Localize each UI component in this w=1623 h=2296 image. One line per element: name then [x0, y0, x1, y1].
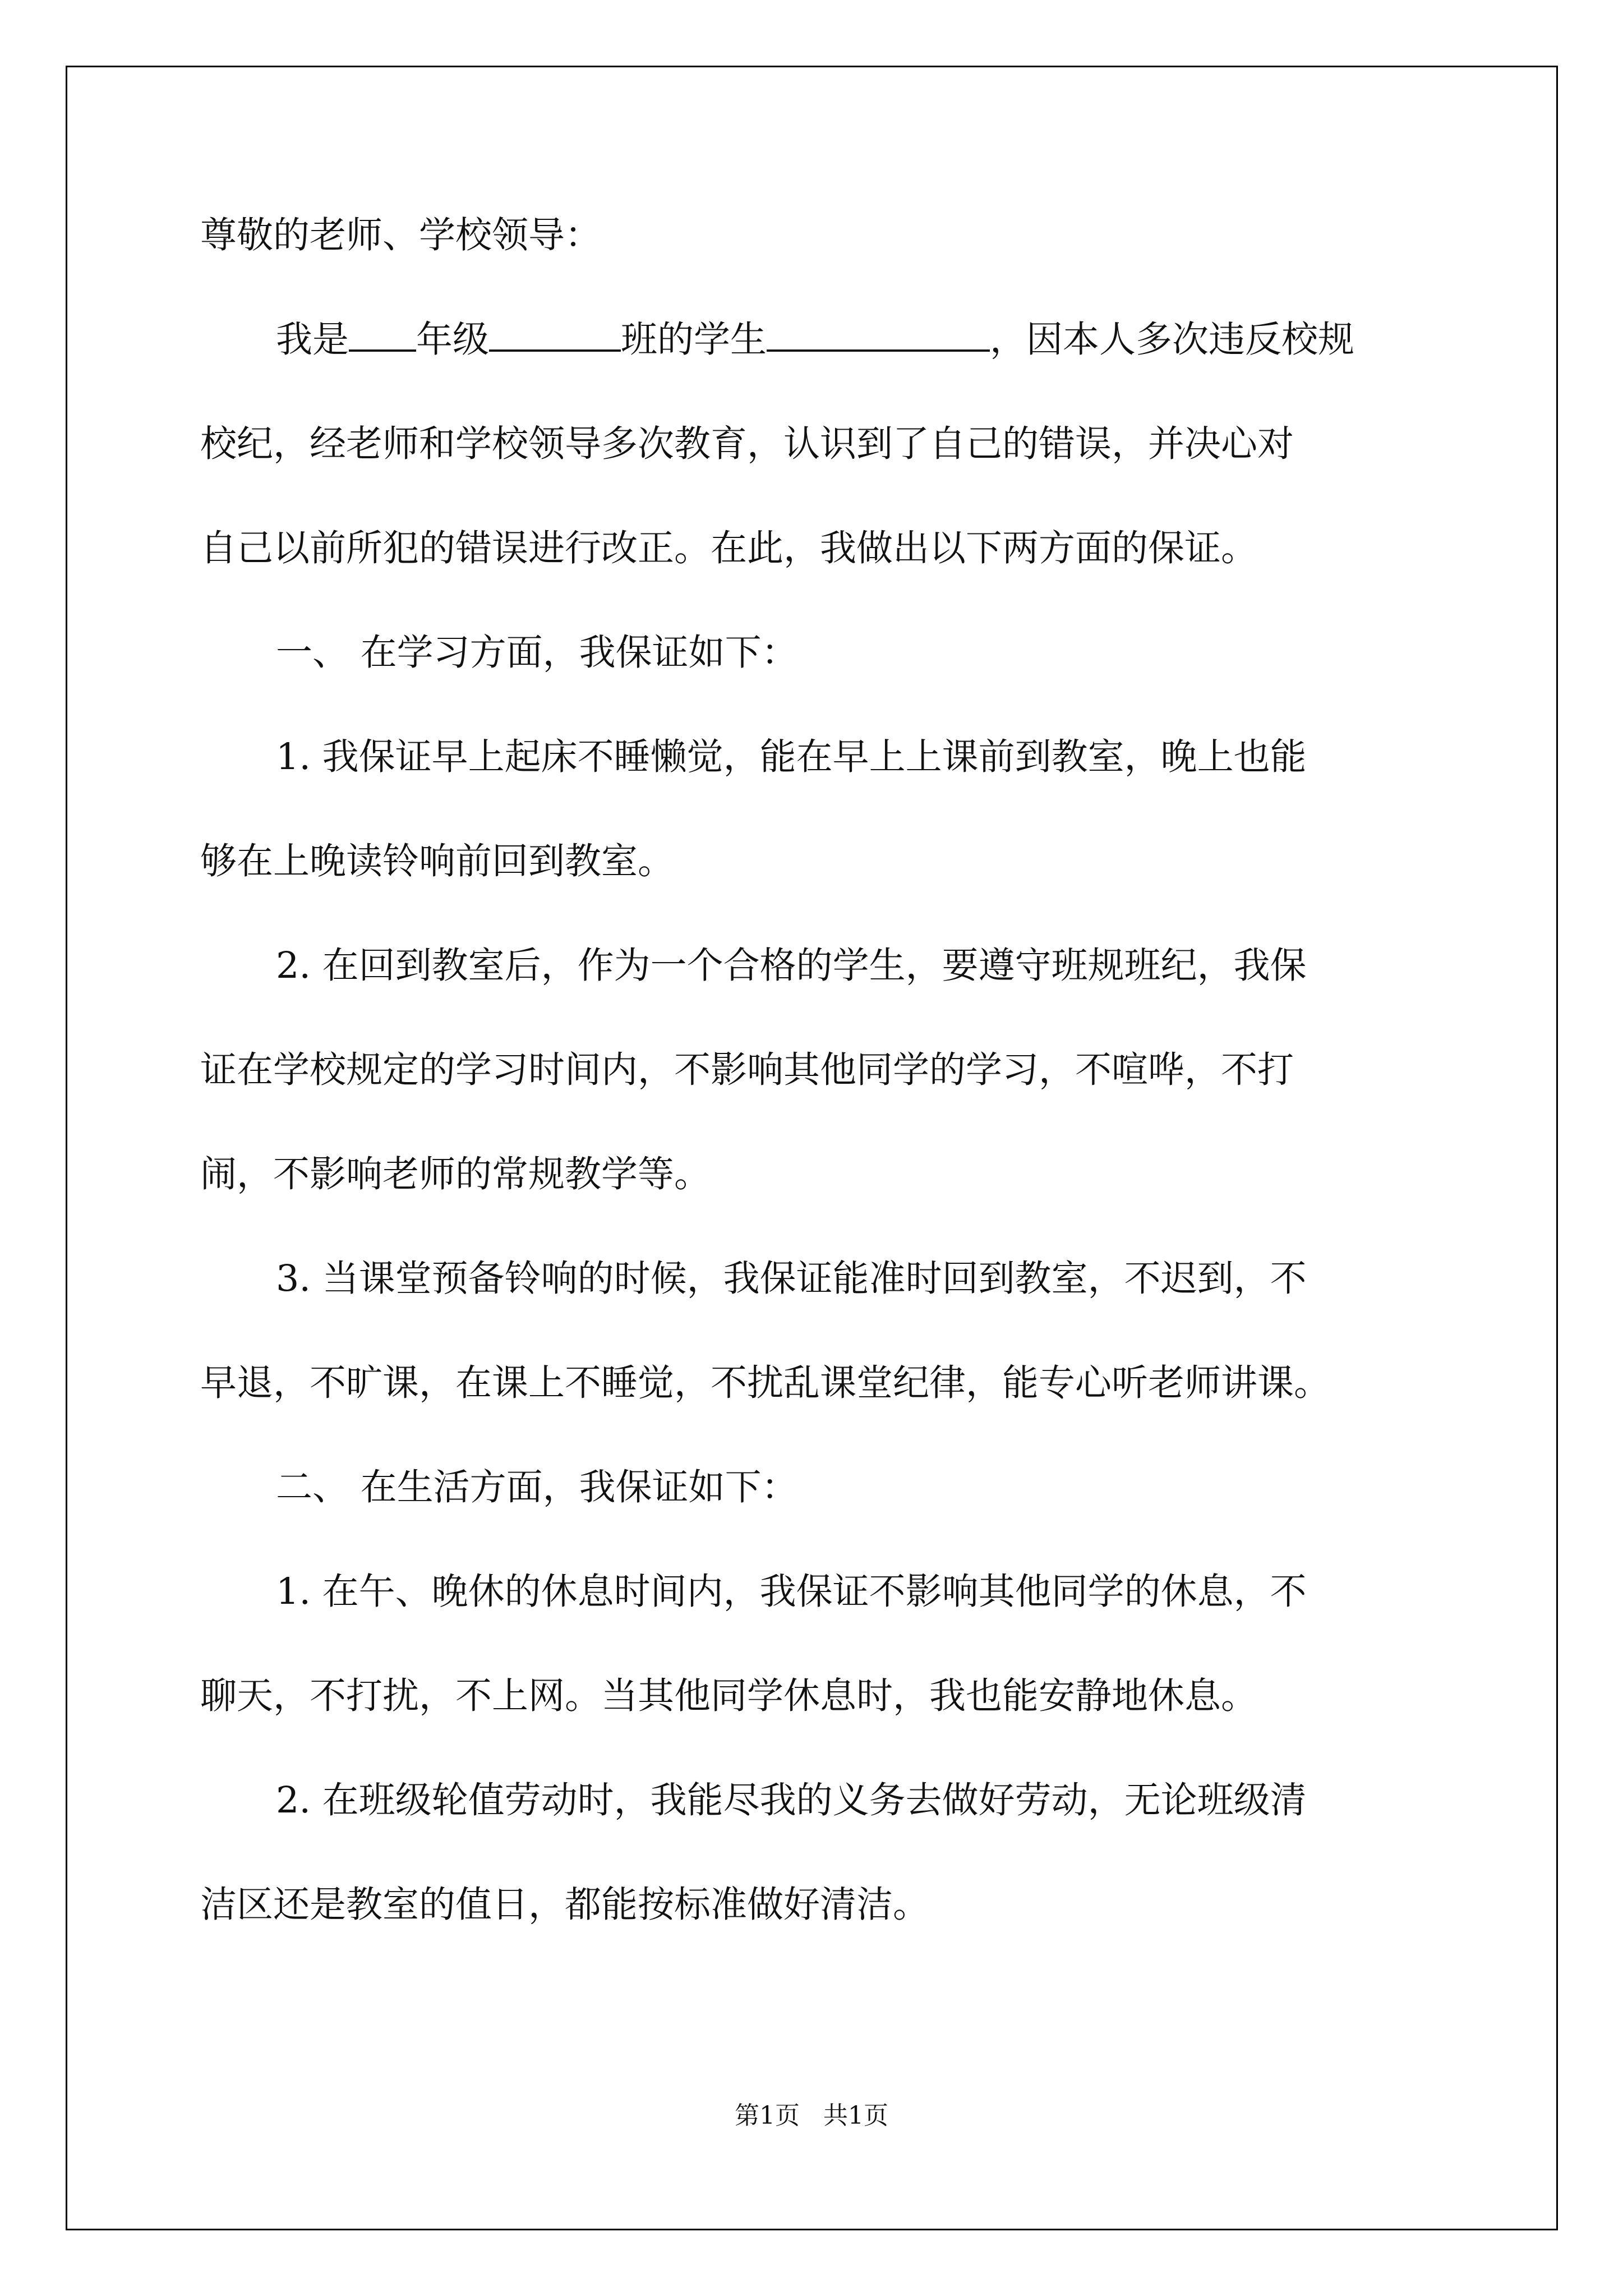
section-2-item-2-line-2: 洁区还是教室的值日，都能按标准做好清洁。 [200, 1884, 930, 1926]
section-1-item-1-line-2: 够在上晚读铃响前回到教室。 [200, 840, 675, 882]
salutation: 尊敬的老师、学校领导： [200, 214, 602, 256]
section-1-heading: 一、 在学习方面，我保证如下： [276, 632, 798, 674]
grade-blank[interactable] [349, 315, 416, 352]
intro-text-3: 班的学生 [621, 319, 767, 361]
student-name-blank[interactable] [767, 315, 990, 352]
section-1-item-2-line-1: 2. 在回到教室后，作为一个合格的学生，要遵守班规班纪，我保 [276, 945, 1307, 987]
section-2-item-1-line-2: 聊天，不打扰，不上网。当其他同学休息时，我也能安静地休息。 [200, 1675, 1258, 1717]
section-1-item-3-line-2: 早退，不旷课，在课上不睡觉，不扰乱课堂纪律，能专心听老师讲课。 [200, 1362, 1331, 1404]
section-1-item-1-line-1: 1. 我保证早上起床不睡懒觉，能在早上上课前到教室，晚上也能 [276, 736, 1307, 778]
section-2-item-1-line-1: 1. 在午、晚休的休息时间内，我保证不影响其他同学的休息，不 [276, 1571, 1307, 1613]
intro-line-1 [200, 313, 1445, 367]
document-body [200, 209, 1445, 1932]
intro-line-3: 自己以前所犯的错误进行改正。在此，我做出以下两方面的保证。 [200, 527, 1258, 569]
section-2-heading: 二、 在生活方面，我保证如下： [276, 1466, 798, 1508]
section-2-item-2-line-1: 2. 在班级轮值劳动时，我能尽我的义务去做好劳动，无论班级清 [276, 1779, 1307, 1821]
section-1-item-3-line-1: 3. 当课堂预备铃响的时候，我保证能准时回到教室，不迟到，不 [276, 1258, 1307, 1300]
page-footer: 第1页 共1页 [735, 2101, 888, 2130]
class-blank[interactable] [489, 315, 621, 352]
intro-text-4: ，因本人多次违反校规 [990, 319, 1355, 361]
intro-line-2: 校纪，经老师和学校领导多次教育，认识到了自己的错误，并决心对 [200, 423, 1294, 465]
section-1-item-2-line-2: 证在学校规定的学习时间内，不影响其他同学的学习，不喧哗，不打 [200, 1049, 1294, 1091]
intro-text-2: 年级 [416, 319, 490, 361]
section-1-item-2-line-3: 闹，不影响老师的常规教学等。 [200, 1153, 711, 1195]
intro-text-1: 我是 [276, 319, 349, 361]
